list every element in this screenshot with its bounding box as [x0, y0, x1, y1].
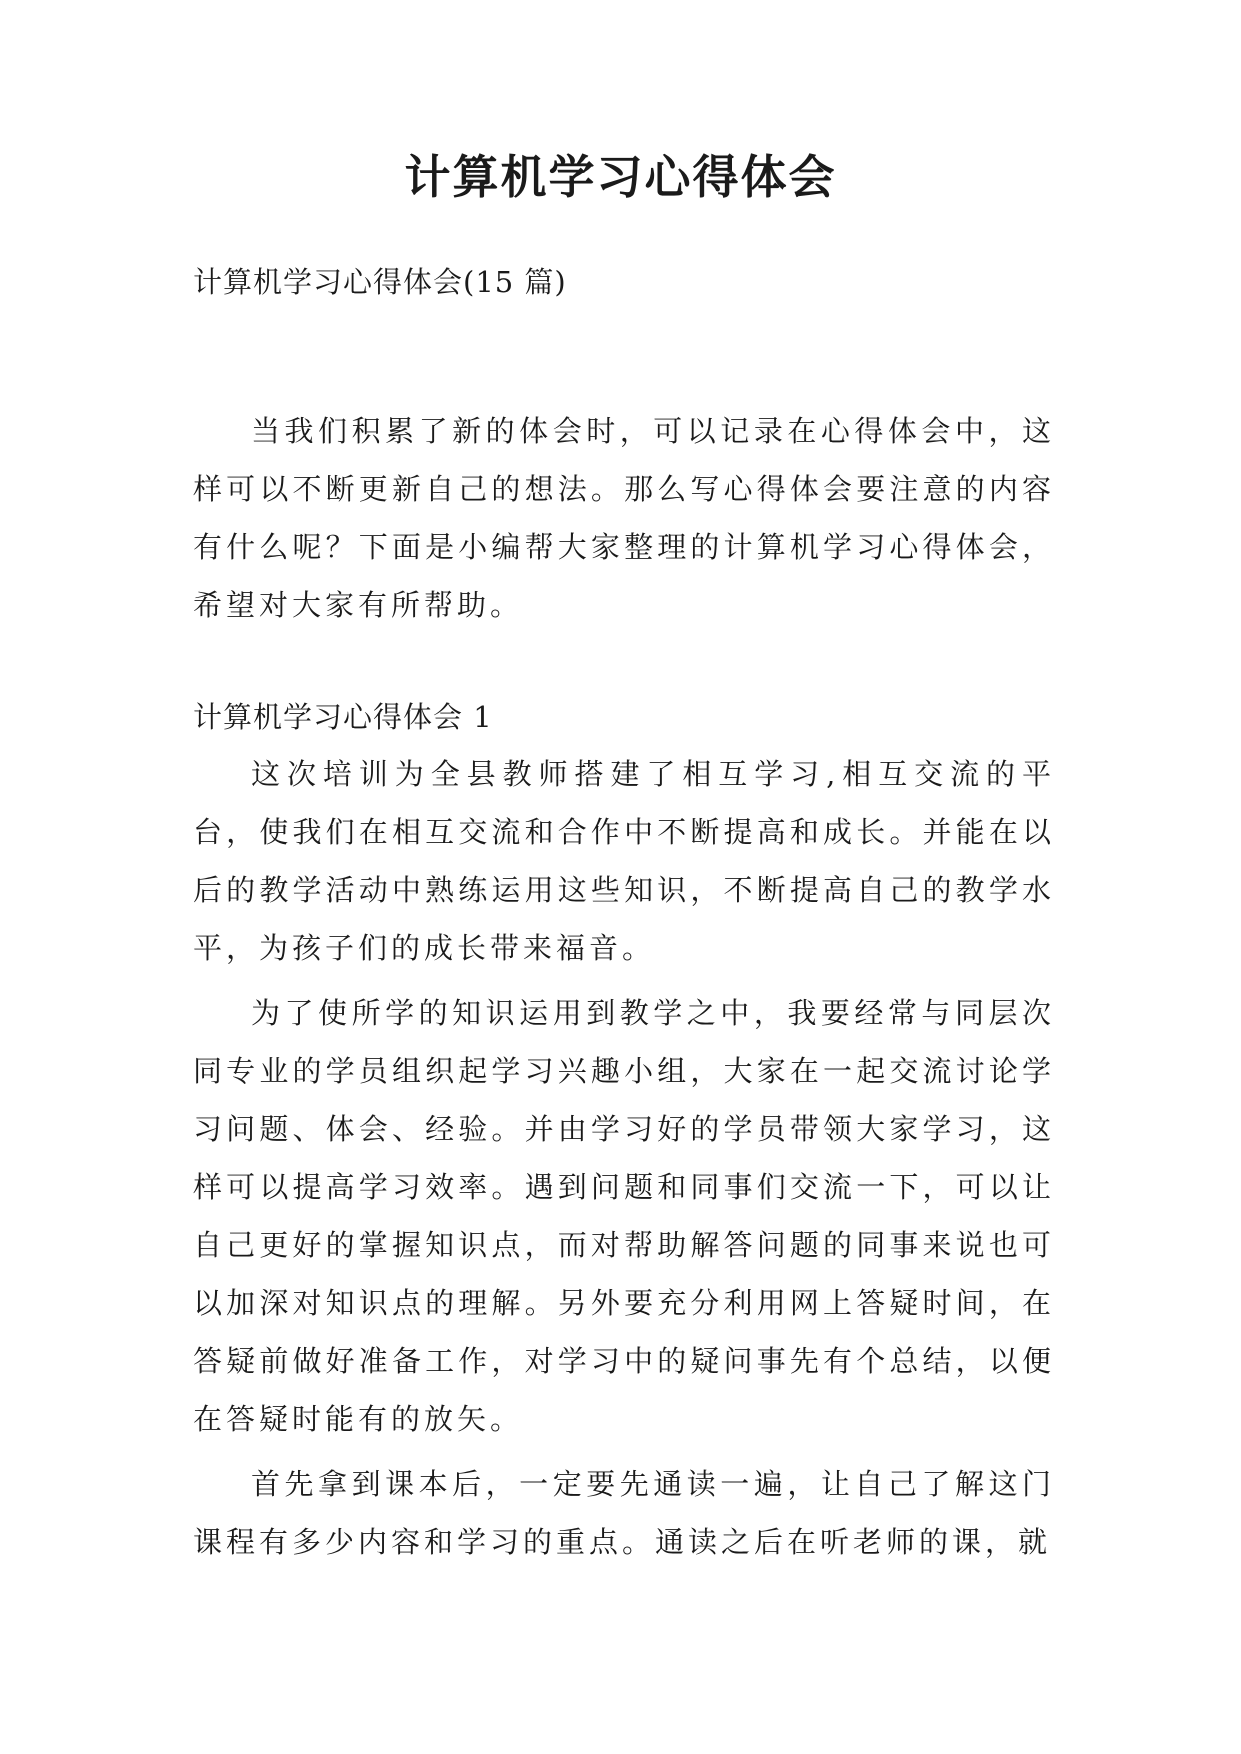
section-body	[193, 745, 1055, 1578]
body-paragraph-2: 为了使所学的知识运用到教学之中，我要经常与同层次同专业的学员组织起学习兴趣小组，大家在一起交流讨论学习问题、体会、经验。并由学习好的学员带领大家学习，这样可以提高学习效率。遇到问题和同事们交流一下，可以让自己更好的掌握知识点，而对帮助解答问题的同事来说也可以加深对知识点的理解。另外要充分利用网上答疑时间，在答疑前做好准备工作，对学习中的疑问事先有个总结，以便在答疑时能有的放矢。	[193, 996, 1055, 1436]
intro-block	[193, 402, 1055, 641]
body-paragraph-3: 首先拿到课本后，一定要先通读一遍，让自己了解这门课程有多少内容和学习的重点。通读之后在听老师的课，就	[193, 1467, 1055, 1559]
document-subtitle: 计算机学习心得体会(15 篇)	[193, 265, 567, 299]
intro-paragraph: 当我们积累了新的体会时，可以记录在心得体会中，这样可以不断更新自己的想法。那么写心得体会要注意的内容有什么呢？下面是小编帮大家整理的计算机学习心得体会，希望对大家有所帮助。	[193, 414, 1055, 622]
body-paragraph-1: 这次培训为全县教师搭建了相互学习,相互交流的平台，使我们在相互交流和合作中不断提高和成长。并能在以后的教学活动中熟练运用这些知识，不断提高自己的教学水平，为孩子们的成长带来福音。	[193, 757, 1055, 965]
document-title: 计算机学习心得体会	[404, 150, 837, 204]
section-heading: 计算机学习心得体会 1	[193, 700, 493, 734]
